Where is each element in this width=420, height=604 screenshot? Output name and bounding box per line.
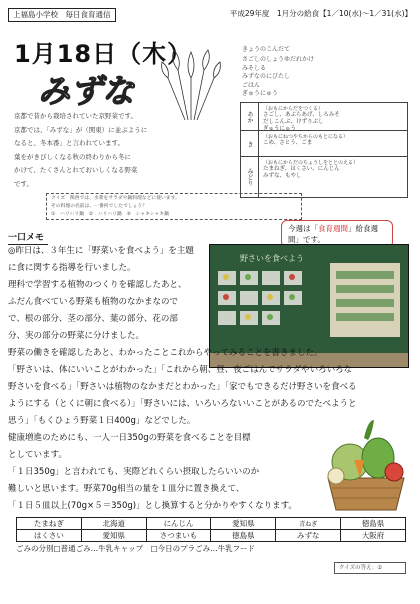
menu-item: さごしのしょうゆだれかけ [242,56,315,63]
callout-highlight: 食育週間 [318,224,348,233]
garbage-sorting-note: ごみの分別□普通ごみ…牛乳キャップ □今日のプラごみ…牛乳フード [16,544,255,553]
vegetable-cell: はくさい [17,530,82,542]
note-heading: 一口メモ [8,230,48,245]
body-line: ふだん食べている野菜も植物のなかまなので [8,297,179,307]
menu-title: きょうのこんだて [242,46,291,53]
school-name: 上福島小学校 毎日食育通信 [8,8,116,22]
menu-item: ごはん [242,81,261,89]
origin-cell: 愛知県 [81,530,146,542]
menu-item: ぎゅうにゅう [242,90,278,97]
origin-cell: 徳島県 [341,518,406,530]
quiz-answer: クイズの答え：② [334,562,406,574]
vegetable-cell: 青ねぎ [276,518,341,530]
vegetable-cell: たまねぎ [17,518,82,530]
vegetable-cell: みずな [276,530,341,542]
body-line: 健康増進のためにも、一人一日350gの野菜を食べることを目標 [8,433,251,443]
quiz-question: クイズ 関西では、水菜をサラダや鍋料理などに使います。 [51,196,180,201]
food-group-label: みどり [241,157,259,197]
body-line: ◎昨日は、３年生に「野菜いを食べよう」を主題 [8,246,194,256]
body-line: に食に関する指導を行いました。 [8,263,136,273]
board-title: 野さいを食べよう [240,254,304,263]
quiz-question-2: その料理の名前は、一番何でしたでしょう？ [51,204,147,209]
vegetable-cell: さつまいも [146,530,211,542]
intro-line: なると、冬本番」と言われています。 [14,139,124,147]
menu-period: 平成29年度 1月分の給食【1／10(水)～1／31(水)】 [229,9,412,18]
food-group-green [241,157,407,197]
menu-item: みずなのにびたし [242,73,291,80]
body-line: ようにする（とくに朝に食べる）」「野さいには、いろいろないいことがあるのでたべようと [8,399,357,409]
food-group-items: たまねぎ、はくさい、にんじん みずな、もやし [263,166,340,179]
quiz-options: ① ハリハリ鍋 ② ハリハリ鍋 ③ シャキシャキ鍋 [51,212,169,217]
food-group-label: あか [241,103,259,130]
intro-text [14,110,182,191]
intro-line: 京都で昔から栽培されていた京野菜です。 [14,112,137,120]
body-line: 「１日５皿以上(70g×５＝350g)」とし換算すると分かりやすくなります。 [8,501,297,511]
food-group-table [240,102,408,198]
callout-prefix: 今週は「 [288,224,318,233]
food-group-red [241,103,407,131]
body-line: 「野さいは、体にいいことがわかった」「これから朝、昼、夜ごはんでサラダやいろいろな [8,365,353,375]
body-line: としています。 [8,450,67,460]
callout-suffix: 」給食週間」です。 [288,224,378,244]
body-line: 難しいと思います。野菜70g相当の量を１皿分に置き換えて、 [8,484,245,494]
menu-list [242,56,352,99]
body-line: で、根の部分、茎の部分、葉の部分、花の部 [8,314,178,324]
table-row [17,530,406,542]
food-group-title: （おもにからだのちょうしをととのえる） [263,160,359,166]
food-group-title: （おもにねつやちからのもとになる） [263,134,349,140]
intro-line: 葉をがきびしくなる秋の終わりから冬に [14,152,131,161]
body-line: 「１日350g」と言われても、実際どれくらい摂取したらいいのか [8,467,260,477]
intro-line: です。 [14,179,33,188]
origin-cell: 徳島県 [211,530,276,542]
origin-cell: 大阪府 [341,530,406,542]
food-group-items: さごし、あぶらあげ、しろみそ だしこんぶ、けずりぶし ぎゅうにゅう [263,112,340,132]
page-date: 1月18日（木） [14,40,193,68]
header [8,8,412,22]
origin-cell: 北海道 [81,518,146,530]
feature-title: みずな [38,72,135,110]
menu-item: みそしる [242,64,267,72]
vegetable-basket-illustration [320,418,412,514]
intro-line: かけて、たくさんとれておいしくなる野菜 [14,166,138,174]
quiz-box [46,193,302,220]
vegetable-origin-table [16,517,406,542]
vegetable-cell: にんじん [146,518,211,530]
body-line: 野菜の働きを確認したあと、わかったことこれからやってみることを書きました。 [8,348,323,358]
body-line: 理科で学習する植物のつくりを確認したあと、 [8,280,187,290]
body-line: 分、実の部分の野菜に分けました。 [8,331,145,341]
food-group-yellow [241,131,407,157]
body-line: 野さいを食べる」「野さいは植物のなかまだとわかった」「家でもできるだけ野さいを食べる [8,382,357,392]
origin-cell: 愛知県 [211,518,276,530]
food-group-items: こめ、さとう、ごま [263,140,313,146]
body-line: 思う」「もくひょう野菜１日400g」などでした。 [8,416,196,426]
intro-line: 京都では、「みずな」が（関東）に並ぶように [14,125,148,134]
table-row [17,518,406,530]
food-group-label: き [241,131,259,156]
food-group-title: （おもにからだをつくる） [263,106,324,112]
